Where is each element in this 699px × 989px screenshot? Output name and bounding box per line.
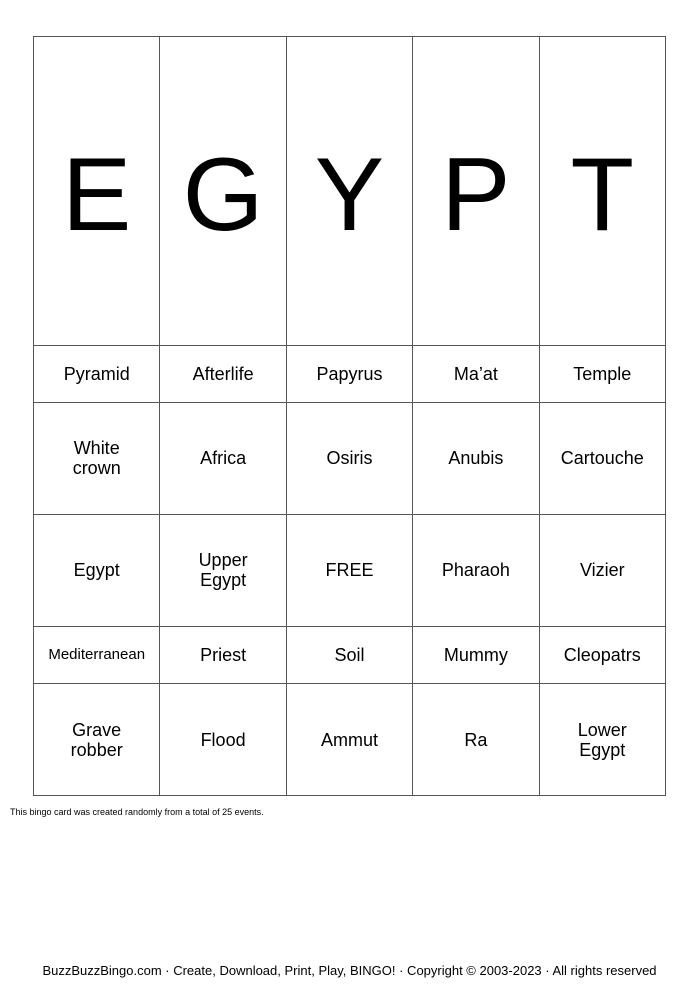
bingo-cell: Ma’at (413, 345, 539, 402)
bingo-cell: Cleopatrs (539, 626, 665, 683)
bingo-cell: Priest (160, 626, 286, 683)
card-row (34, 345, 666, 402)
bingo-cell: Ammut (286, 684, 412, 796)
generation-note: This bingo card was created randomly from a total of 25 events. (10, 807, 264, 817)
bingo-cell: Ra (413, 684, 539, 796)
bingo-cell: Upper Egypt (160, 514, 286, 626)
header-letter-t: T (539, 37, 665, 346)
bingo-cell: Mediterranean (34, 626, 160, 683)
bingo-cell: Papyrus (286, 345, 412, 402)
bingo-cell: Temple (539, 345, 665, 402)
header-row (34, 37, 666, 346)
bingo-cell: Osiris (286, 402, 412, 514)
bingo-cell: White crown (34, 402, 160, 514)
footer-copyright: BuzzBuzzBingo.com · Create, Download, Print, Play, BINGO! · Copyright © 2003-2023 · All rights reserved (42, 963, 657, 978)
header-letter-y: Y (286, 37, 412, 346)
bingo-cell: Egypt (34, 514, 160, 626)
bingo-cell: Afterlife (160, 345, 286, 402)
header-letter-p: P (413, 37, 539, 346)
card-row (34, 626, 666, 683)
bingo-cell: Pharaoh (413, 514, 539, 626)
bingo-card (33, 36, 666, 796)
bingo-cell: Lower Egypt (539, 684, 665, 796)
free-space-cell: FREE (286, 514, 412, 626)
bingo-cell: Africa (160, 402, 286, 514)
bingo-cell: Anubis (413, 402, 539, 514)
bingo-cell: Mummy (413, 626, 539, 683)
card-row (34, 514, 666, 626)
header-letter-g: G (160, 37, 286, 346)
header-letter-e: E (34, 37, 160, 346)
card-row (34, 402, 666, 514)
card-row (34, 684, 666, 796)
bingo-cell: Flood (160, 684, 286, 796)
bingo-cell: Pyramid (34, 345, 160, 402)
bingo-cell: Soil (286, 626, 412, 683)
bingo-cell: Cartouche (539, 402, 665, 514)
bingo-cell: Vizier (539, 514, 665, 626)
bingo-cell: Grave robber (34, 684, 160, 796)
